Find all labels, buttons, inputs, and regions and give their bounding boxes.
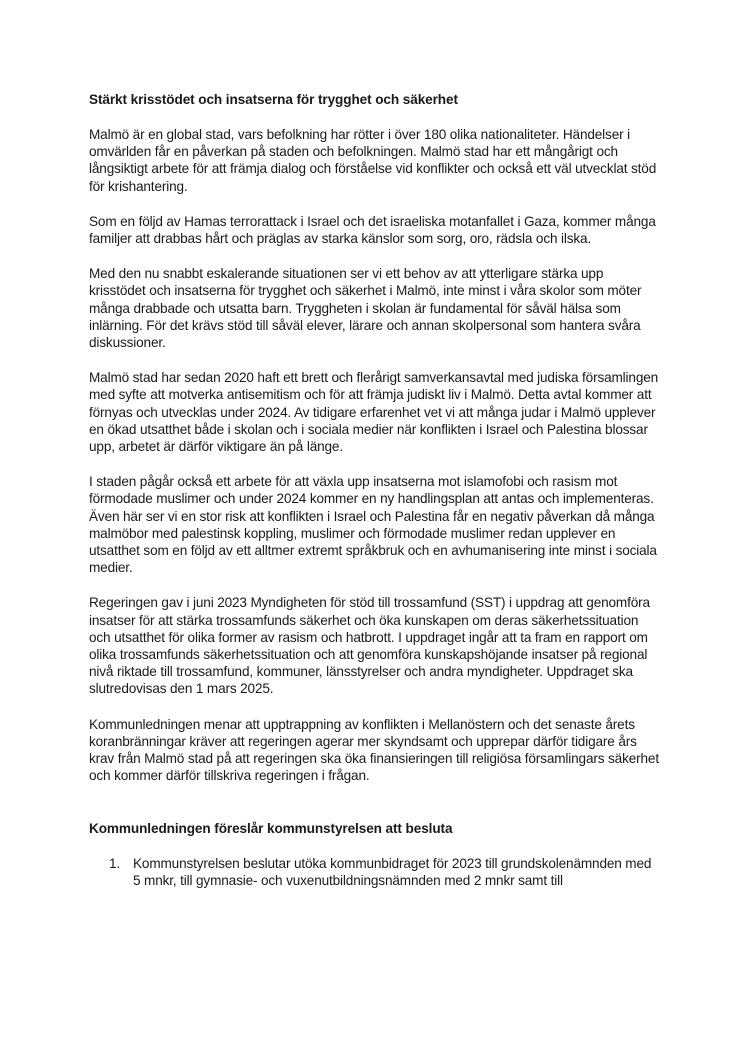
document-body <box>89 91 661 889</box>
decision-list <box>89 855 661 889</box>
paragraph-municipal-leadership: Kommunledningen menar att upptrappning av konflikten i Mellanöstern och det senaste årets koranbränningar kräver att regeringen agerar mer skyndsamt och upprepar därför tidigare års krav från Malmö stad på att regeringen ska öka finansieringen till religiösa församlingars säkerhet och kommer därför tillskriva regeringen i frågan. <box>89 716 659 784</box>
paragraph-government-sst: Regeringen gav i juni 2023 Myndigheten för stöd till trossamfund (SST) i uppdrag att genomföra insatser för att stärka trossamfunds säkerhet och öka kunskapen om deras säkerhetssituation och utsatthet för olika former av rasism och hatbrott. I uppdraget ingår att ta fram en rapport om olika trossamfunds säkerhetssituation och att genomföra kunskapshöjande insatser på regional nivå riktade till trossamfund, kommuner, länsstyrelser och andra myndigheter. Uppdraget ska slutredovisas den 1 mars 2025. <box>89 595 650 697</box>
list-item-text: Kommunstyrelsen beslutar utöka kommunbidraget för 2023 till grundskolenämnden med 5 mnkr, till gymnasie- och vuxenutbildningsnämnden med 2 mnkr samt till <box>133 855 652 888</box>
list-item <box>89 855 661 889</box>
paragraph-jewish-community: Malmö stad har sedan 2020 haft ett brett och flerårigt samverkansavtal med judiska församlingen med syfte att motverka antisemitism och för att främja judiskt liv i Malmö. Detta avtal kommer att förnyas och utvecklas under 2024. Av tidigare erfarenhet vet vi att många judar i Malmö upplever en ökad utsatthet både i skolan och i sociala medier när konflikten i Israel och Palestina blossar upp, arbetet är därför viktigare än på länge. <box>89 370 659 455</box>
section-heading-crisis-support: Stärkt krisstödet och insatserna för trygghet och säkerhet <box>89 92 458 107</box>
section-heading-proposal: Kommunledningen föreslår kommunstyrelsen att besluta <box>89 820 453 836</box>
paragraph-global-city: Malmö är en global stad, vars befolkning har rötter i över 180 olika nationaliteter. Händelser i omvärlden får en påverkan på staden och befolkningen. Malmö stad har ett mångårigt och långsiktigt arbete för att främja dialog och förståelse vid konflikter och också ett väl utvecklat stöd för krishantering. <box>89 127 657 194</box>
paragraph-islamophobia: I staden pågår också ett arbete för att växla upp insatserna mot islamofobi och rasism mot förmodade muslimer och under 2024 kommer en ny handlingsplan att antas och implementeras. Även här ser vi en stor risk att konflikten i Israel och Palestina får en negativ påverkan då många malmöbor med palestinsk koppling, muslimer och förmodade muslimer redan upplever en utsatthet som en följd av ett alltmer extremt språkbruk och en avhumanisering inte minst i sociala medier. <box>89 474 657 576</box>
paragraph-school-safety: Med den nu snabbt eskalerande situationen ser vi ett behov av att ytterligare stärka upp krisstödet och insatserna för trygghet och säkerhet i Malmö, inte minst i våra skolor som möter många drabbade och utsatta barn. Tryggheten i skolan är fundamental för såväl hälsa som inlärning. För det krävs stöd till såväl elever, lärare och annan skolpersonal som hantera svåra diskussioner. <box>89 266 642 351</box>
paragraph-hamas-attack: Som en följd av Hamas terrorattack i Israel och det israeliska motanfallet i Gaza, kommer många familjer att drabbas hårt och präglas av starka känslor som sorg, oro, rädsla och ilska. <box>89 213 656 247</box>
list-item-number: 1. <box>109 855 121 871</box>
